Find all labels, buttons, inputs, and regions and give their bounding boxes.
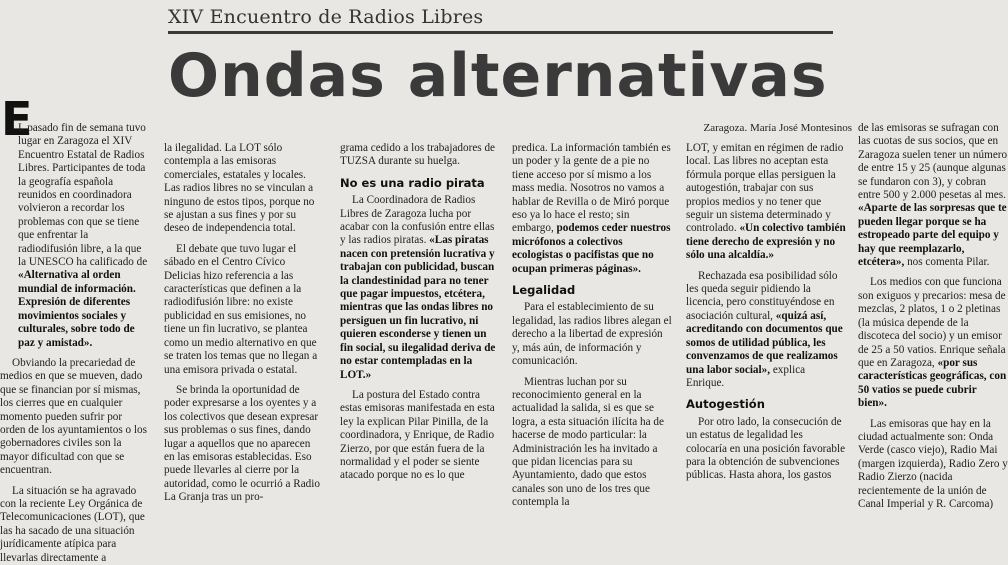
paragraph-quote: «por sus características geográficas, con 50 vatios se puede cubrir bien». (858, 356, 1007, 410)
paragraph (512, 142, 672, 276)
paragraph-text: La Coordinadora de Radios Libres de Zaragoza lucha por acabar con la confusión entre ellas y las radios piratas. (340, 194, 495, 247)
paragraph-quote: podemos ceder nuestros micrófonos a colectivos ecologistas o pacifistas que no ocupan primeras páginas». (512, 222, 671, 275)
paragraph-text: explica Enrique. (686, 363, 806, 389)
paragraph-text: L pasado fin de semana tuvo lugar en Zaragoza el XIV Encuentro Estatal de Radios Libres. Participantes de toda la geografía española reunidos en coordinadora volvieron a recordar los problemas con que se tiene que enfrentar la radiodifusión libre, a la que la UNESCO ha calificado de (18, 122, 148, 269)
subheading: Legalidad (512, 283, 576, 298)
paragraph: Por otro lado, la consecución de un estatus de legalidad les colocaría en una posición favorable para la obtención de subvenciones públicas. Hasta ahora, los gastos (686, 415, 846, 482)
paragraph: La situación se ha agravado con la reciente Ley Orgánica de Telecomunicaciones (LOT), que las ha sacado de una situación jurídicamente atípica para llevarlas directamente a (0, 484, 145, 564)
paragraph-quote: «Un colectivo también tiene derecho de expresión y no sólo una alcaldía.» (686, 222, 846, 262)
section-header: XIV Encuentro de Radios Libres (168, 6, 833, 34)
paragraph (0, 122, 148, 350)
paragraph (340, 194, 500, 382)
paragraph: Para el establecimiento de su legalidad, las radios libres alegan el derecho a la libertad de expresión y, más aún, de información y comunicación. (512, 301, 672, 368)
paragraph: la ilegalidad. La LOT sólo contempla a las emisoras comerciales, estatales y locales. Las radios libres no se vinculan a ninguno de estos tipos, porque no se ajustan a sus fines y por su deseo de independencia total. (164, 142, 315, 235)
paragraph-quote: «Aparte de las sorpresas que te pueden llegar porque se ha estropeado parte del equipo y hay que reemplazarlo, etcétera», (858, 202, 1007, 269)
paragraph (686, 270, 846, 391)
paragraph (858, 276, 1008, 410)
paragraph-text: Rechazada esa posibilidad sólo les queda seguir pidiendo la licencia, pero constituyéndose en asociación cultural, (686, 269, 838, 322)
paragraph-quote: «quizá así, acreditando con documentos que somos de utilidad pública, les convenzamos de que realizamos una labor social», (686, 309, 843, 376)
paragraph: Mientras luchan por su reconocimiento general en la actualidad la salida, si es que se logra, a esta situación ilícita ha de hacerse de modo particular: la Administración les ha invitado a que pidan licencias para su Ayuntamiento, dado que estos canales son uno de los tres que contempla la (512, 375, 664, 509)
column-2 (164, 142, 322, 505)
drop-cap: E (1, 92, 33, 146)
paragraph-text: LOT, y emitan en régimen de radio local. Las libres no aceptan esta fórmula porque ellas persiguen la autogestión, trabajar con sus propios medios y no tener que seguir un sistema determinado y controlado. (686, 142, 844, 235)
paragraph-text: predica. La información también es un poder y la gente de a pie no tiene acceso por sí mismo a los mass media. Nosotros no vamos a hablar de Revilla o de Miró porque eso ya lo hace el resto; sin embargo, (512, 142, 671, 235)
byline: Zaragoza. María José Montesinos (703, 122, 852, 134)
column-6 (858, 122, 1008, 511)
paragraph: Obviando la precariedad de medios en que se mueven, dado que se financian por sí mismas, los cierres que en cualquier momento pueden sufrir por orden de los ayuntamientos o los gobernadores civiles son la mayor dificultad con que se encuentran. (0, 356, 147, 477)
paragraph: Se brinda la oportunidad de poder expresarse a los oyentes y a los colectivos que desean expresar sus problemas o sus fines, dando lugar a aquellos que no aparecen en las emisoras establecidas. Eso puede llevarles al cierre por la autoridad, como le ocurrió a Radio La Granja tras un pro- (164, 383, 320, 504)
column-3 (340, 142, 500, 483)
paragraph-text: de las emisoras se sufragan con las cuotas de sus socios, que en Zaragoza suelen tener un número de entre 15 y 25 (aunque algunas se fundaron con 3), y cobran entre 500 y 2.000 pesetas al mes. (858, 122, 1008, 202)
paragraph: Las emisoras que hay en la ciudad actualmente son: Onda Verde (casco viejo), Radio Mai (margen izquierda), Radio Zero y Radio Zierzo (nacida recientemente de la unión de Canal Imperial y R. Carcoma) (858, 417, 1008, 510)
headline: Ondas alternativas (168, 41, 828, 111)
paragraph (686, 142, 846, 263)
paragraph: El debate que tuvo lugar el sábado en el Centro Cívico Delicias hizo referencia a las características que definen a la radiodifusión libre: no existe publicidad en sus emisiones, no tiene un fin lucrativo, se plantea como un medio alternativo en que se traten los temas que no llegan a una emisora privada o estatal. (164, 242, 318, 376)
paragraph-text: Los medios con que funciona son exiguos y precarios: mesa de mezclas, 2 platos, 1 o 2 pletinas (la música depende de la discoteca del socio) y un emisor de 25 a 50 vatios. Enrique señala que en Zaragoza, (858, 276, 1006, 369)
paragraph: grama cedido a los trabajadores de TUZSA durante su huelga. (340, 142, 496, 168)
paragraph: La postura del Estado contra estas emisoras manifestada en esta ley la explican Pilar Pinilla, de la coordinadora, y Enrique, de Radio Zierzo, por que están fuera de la normalidad y el poder se siente atacado porque no es lo que (340, 388, 495, 482)
column-4 (512, 142, 672, 510)
column-5 (686, 142, 846, 483)
paragraph-quote: «Las piratas nacen con pretensión lucrativa y trabajan con publicidad, buscan la clandestinidad para no tener que pagar impuestos, etcétera, mientras que las ondas libres no persiguen un fin lucrativo, ni quieren esconderse y tienen un fin social, su ilegalidad deriva de no estar contempladas en la LOT.» (340, 234, 496, 381)
column-1 (0, 122, 148, 565)
subheading: Autogestión (686, 397, 765, 412)
subheading: No es una radio pirata (340, 175, 485, 190)
paragraph (858, 122, 1008, 269)
paragraph-quote: «Alternativa al orden mundial de información. Expresión de diferentes movimientos sociales y culturales, sobre todo de paz y amistad». (18, 269, 136, 349)
paragraph-text: nos comenta Pilar. (907, 256, 990, 269)
